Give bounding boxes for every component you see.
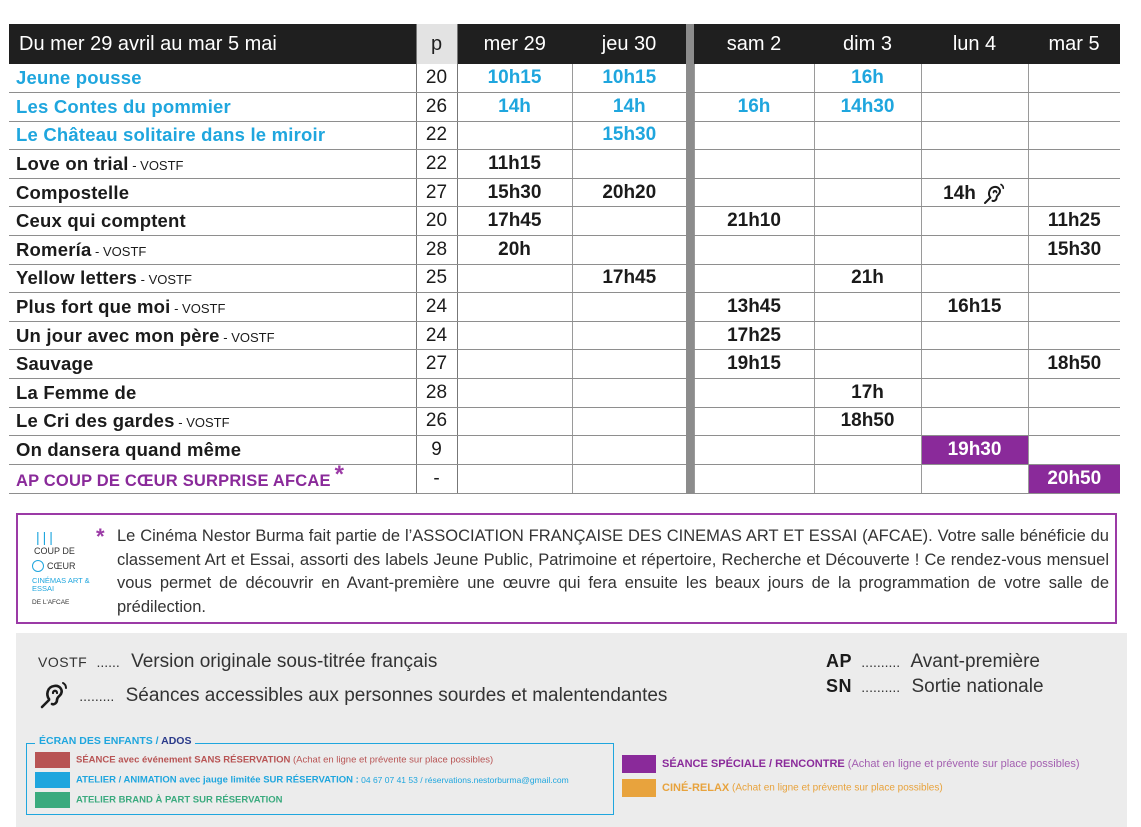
logo-text: DE L'AFCAE [32,599,70,606]
legend-relax [622,779,943,797]
film-title: Le Château solitaire dans le miroir [16,124,326,146]
showtime-cell [694,64,814,93]
film-row [9,407,1120,436]
day-heading: sam 2 [694,24,814,64]
kids-title-text: ÉCRAN DES ENFANTS / [39,735,159,747]
showtime-cell [694,236,814,265]
legend-label: SÉANCE avec événement SANS RÉSERVATION [76,754,291,766]
date-range-heading: Du mer 29 avril au mar 5 mai [9,24,416,64]
showtime-cell [572,436,686,465]
showtime-cell [457,464,572,493]
kids-legend-row [35,792,283,808]
week-separator [686,93,694,122]
showtime-cell [572,464,686,493]
showtime: 15h30 [602,124,657,146]
legend-note: (Achat en ligne et prévente sur place possibles) [729,782,943,794]
film-version: - VOSTF [219,329,275,345]
showtime-cell [814,64,921,93]
showtime-cell [921,379,1028,408]
kids-legend-row [35,752,493,768]
showtime: 10h15 [602,67,657,89]
afcae-info-box [16,513,1117,624]
showtime-cell [694,379,814,408]
film-row [9,436,1120,465]
showtime-cell [457,264,572,293]
showtime-cell [694,350,814,379]
week-separator [686,264,694,293]
showtime: 16h [851,67,884,89]
showtime: 15h30 [1047,238,1102,260]
page-number: - [416,464,457,493]
film-title: Plus fort que moi [16,296,171,318]
showtime-cell [572,93,686,122]
film-title-cell [9,178,416,207]
showtime-cell [921,436,1028,465]
afcae-coup-de-coeur-logo [30,529,90,613]
film-title-cell [9,150,416,179]
day-heading: mar 5 [1028,24,1120,64]
logo-bars-icon: ||| [36,529,56,545]
showtime: 14h30 [840,95,895,117]
showtime: 14h [498,95,531,117]
showtime-cell [457,407,572,436]
showtime-cell [921,350,1028,379]
kids-legend-title [35,735,195,747]
legend-note: (Achat en ligne et prévente sur place possibles) [290,754,494,766]
day-heading: dim 3 [814,24,921,64]
showtime: 19h15 [727,353,781,375]
red-swatch [35,752,70,768]
film-title-cell [9,207,416,236]
film-row [9,121,1120,150]
week-separator [686,350,694,379]
week-separator [686,150,694,179]
kids-screen-legend [26,735,614,815]
showtime-cell [921,64,1028,93]
showtime-cell [1028,379,1120,408]
showtime-cell [457,93,572,122]
legend-dots: ...... [96,654,120,670]
legend-dots: ......... [79,688,115,704]
showtime: 17h [851,381,884,403]
film-title: Un jour avec mon père [16,324,220,346]
showtime-cell [1028,293,1120,322]
showtime-cell [572,350,686,379]
showtime: 20h [498,238,531,260]
film-title-cell [9,293,416,322]
film-title: Compostelle [16,181,130,203]
film-row [9,350,1120,379]
showtime: 20h20 [602,181,657,203]
page-number: 26 [416,407,457,436]
showtime-cell [814,93,921,122]
showtime-cell [572,236,686,265]
showtime-cell [1028,264,1120,293]
showtime-cell [457,293,572,322]
film-row [9,178,1120,207]
showtime-cell [814,407,921,436]
film-version: - VOSTF [137,272,192,288]
showtime: 11h25 [1047,210,1101,232]
page-number: 24 [416,293,457,322]
page-number: 27 [416,350,457,379]
page-number: 26 [416,93,457,122]
showtime-cell [1028,207,1120,236]
showtime-cell [814,436,921,465]
legend-vostf [38,651,437,673]
legend-note: (Achat en ligne et prévente sur place possibles) [844,758,1080,770]
showtime-cell [921,321,1028,350]
showtime-cell [694,178,814,207]
showtime: 11h15 [488,153,541,175]
legend-sn [826,676,1044,698]
film-title-cell [9,93,416,122]
showtime: 16h15 [947,296,1002,318]
showtime-cell [694,464,814,493]
showtime-cell [457,436,572,465]
week-separator [686,236,694,265]
showtime-cell [814,264,921,293]
showtime-cell [694,293,814,322]
film-row [9,293,1120,322]
legend-key: AP [826,651,853,671]
schedule-table [9,24,1120,494]
film-row [9,321,1120,350]
blue-swatch [35,772,70,788]
week-separator [686,407,694,436]
showtime-cell [1028,407,1120,436]
week-separator [686,121,694,150]
showtime-cell [694,150,814,179]
showtime: 17h45 [487,210,542,232]
showtime-cell [572,207,686,236]
page-number: 9 [416,436,457,465]
showtime-cell [457,121,572,150]
showtime-cell [694,93,814,122]
showtime-cell [921,293,1028,322]
showtime-cell [921,464,1028,493]
showtime-cell [1028,178,1120,207]
showtime-cell [572,150,686,179]
showtime-cell [921,93,1028,122]
showtime-cell [694,121,814,150]
page-number: 22 [416,121,457,150]
showtime-cell [572,321,686,350]
showtime-cell [814,236,921,265]
legend-label: Version originale sous-titrée français [131,651,438,672]
showtime-cell [814,178,921,207]
film-title: Romería [16,238,92,260]
film-title-cell [9,379,416,408]
showtime-cell [921,407,1028,436]
film-title-cell [9,264,416,293]
week-separator [686,436,694,465]
showtime-cell [572,407,686,436]
legend-label: Séances accessibles aux personnes sourdes et malentendantes [125,685,668,706]
film-version: - VOSTF [174,415,230,431]
legend-label: CINÉ-RELAX [662,782,730,794]
hearing-accessibility-icon [38,678,70,710]
showtime: 10h15 [487,67,542,89]
showtime-cell [814,464,921,493]
showtime-cell [572,379,686,408]
showtime-cell [1028,436,1120,465]
showtime-cell [694,407,814,436]
purple-swatch [622,755,656,773]
film-row [9,207,1120,236]
showtime-cell [457,379,572,408]
film-version: - VOSTF [128,158,184,174]
legend-key: SN [826,676,853,696]
film-row [9,464,1120,493]
showtime-cell [1028,93,1120,122]
legend-accessible [38,678,667,710]
film-row [9,236,1120,265]
film-title: Le Cri des gardes [16,410,175,432]
legend-key: VOSTF [38,654,88,670]
week-separator [686,379,694,408]
film-row [9,64,1120,93]
showtime-cell [457,321,572,350]
legend-panel [16,633,1127,827]
legend-label: SÉANCE SPÉCIALE / RENCONTRE [662,758,845,770]
film-title: La Femme de [16,381,137,403]
showtime-cell [921,236,1028,265]
showtime-cell [814,121,921,150]
showtime: 15h30 [487,181,542,203]
showtime-cell [694,321,814,350]
showtime-cell [572,121,686,150]
showtime-cell [1028,64,1120,93]
page-number: 22 [416,150,457,179]
showtime-cell [814,379,921,408]
film-version: - VOSTF [91,243,147,259]
film-row [9,150,1120,179]
week-separator [686,24,694,64]
film-title: Love on trial [16,153,129,175]
legend-label: Avant-première [910,651,1040,672]
week-separator [686,321,694,350]
legend-label: ATELIER / ANIMATION avec jauge limitée SUR RÉSERVATION : [76,774,359,786]
showtime-cell [921,121,1028,150]
page-number: 25 [416,264,457,293]
orange-swatch [622,779,656,797]
schedule-header-row [9,24,1120,64]
film-title-cell [9,407,416,436]
film-title: Yellow letters [16,267,138,289]
asterisk-mark: * [334,460,345,488]
film-version: - VOSTF [170,301,226,317]
day-heading: jeu 30 [572,24,686,64]
showtime: 18h50 [840,410,895,432]
film-title-cell [9,64,416,93]
showtime-cell [1028,236,1120,265]
green-swatch [35,792,70,808]
page-number: 20 [416,207,457,236]
film-row [9,264,1120,293]
showtime-cell [1028,464,1120,493]
showtime: 20h50 [1047,467,1102,489]
showtime-cell [1028,350,1120,379]
hearing-accessibility-icon [982,181,1006,205]
page-number: 28 [416,236,457,265]
legend-label: Sortie nationale [911,676,1044,697]
showtime-cell [457,150,572,179]
day-heading: mer 29 [457,24,572,64]
showtime-cell [457,178,572,207]
showtime-cell [921,178,1028,207]
week-separator [686,293,694,322]
showtime: 14h [612,95,646,117]
showtime: 18h50 [1047,353,1102,375]
showtime-cell [814,350,921,379]
logo-text: CŒUR [47,561,76,571]
showtime-cell [814,150,921,179]
showtime-cell [572,64,686,93]
legend-ap [826,651,1040,673]
week-separator [686,178,694,207]
legend-dots: .......... [861,654,901,670]
showtime: 16h [737,95,771,117]
showtime: 19h30 [947,439,1002,461]
film-title-cell [9,321,416,350]
showtime-cell [694,207,814,236]
page-number: 24 [416,321,457,350]
film-title-cell [9,436,416,465]
film-title: AP COUP DE CŒUR SURPRISE AFCAE [16,471,331,490]
legend-special [622,755,1080,773]
film-title: Les Contes du pommier [16,95,231,117]
film-title-cell [9,460,416,493]
kids-legend-row [35,772,569,788]
legend-note: 04 67 07 41 53 / réservations.nestorburma@gmail.com [358,775,569,785]
kids-title-ados: ADOS [161,735,192,747]
logo-text [32,560,76,572]
logo-ring-icon [32,560,44,572]
showtime: 21h10 [727,210,781,232]
page-number: 28 [416,379,457,408]
film-title-cell [9,236,416,265]
page-column-heading: p [416,24,457,64]
film-title: Jeune pousse [16,67,142,89]
film-row [9,93,1120,122]
showtime-cell [457,236,572,265]
showtime-cell [457,350,572,379]
week-separator [686,64,694,93]
film-title-cell [9,121,416,150]
showtime: 14h [943,182,976,204]
showtime: 17h25 [727,324,781,346]
showtime: 17h45 [602,267,657,289]
showtime-cell [694,436,814,465]
film-title: Ceux qui comptent [16,210,186,232]
logo-text: COUP DE [34,546,75,556]
film-title-cell [9,350,416,379]
showtime: 13h45 [727,296,781,318]
showtime-cell [921,264,1028,293]
showtime-cell [1028,321,1120,350]
showtime-cell [921,150,1028,179]
showtime-cell [457,207,572,236]
showtime-cell [921,207,1028,236]
showtime-cell [814,321,921,350]
page-number: 20 [416,64,457,93]
film-title: On dansera quand même [16,439,242,461]
day-heading: lun 4 [921,24,1028,64]
showtime-cell [572,178,686,207]
film-title: Sauvage [16,353,94,375]
asterisk-mark: * [96,524,105,549]
legend-label: ATELIER BRAND À PART SUR RÉSERVATION [76,794,283,806]
film-row [9,379,1120,408]
showtime-cell [814,207,921,236]
showtime-cell [694,264,814,293]
showtime-cell [1028,150,1120,179]
showtime: 21h [851,267,884,289]
showtime-cell [572,293,686,322]
showtime-cell [572,264,686,293]
page-number: 27 [416,178,457,207]
week-separator [686,207,694,236]
logo-text: CINÉMAS ART & ESSAI [32,576,90,593]
week-separator [686,464,694,493]
showtime-cell [457,64,572,93]
showtime-cell [1028,121,1120,150]
afcae-description: Le Cinéma Nestor Burma fait partie de l’ASSOCIATION FRANÇAISE DES CINEMAS ART ET ESSAI (AFCAE). Votre salle bénéficie du classement Art et Essai, assorti des labels Jeune Public, Patrimoine et répertoire, Recherche et Découverte ! Ce rendez-vous mensuel vous permet de découvrir en Avant-première une œuvre qui fera ensuite les beaux jours de la programmation de votre salle de prédilection. [117,527,1109,616]
legend-dots: .......... [861,679,901,695]
showtime-cell [814,293,921,322]
